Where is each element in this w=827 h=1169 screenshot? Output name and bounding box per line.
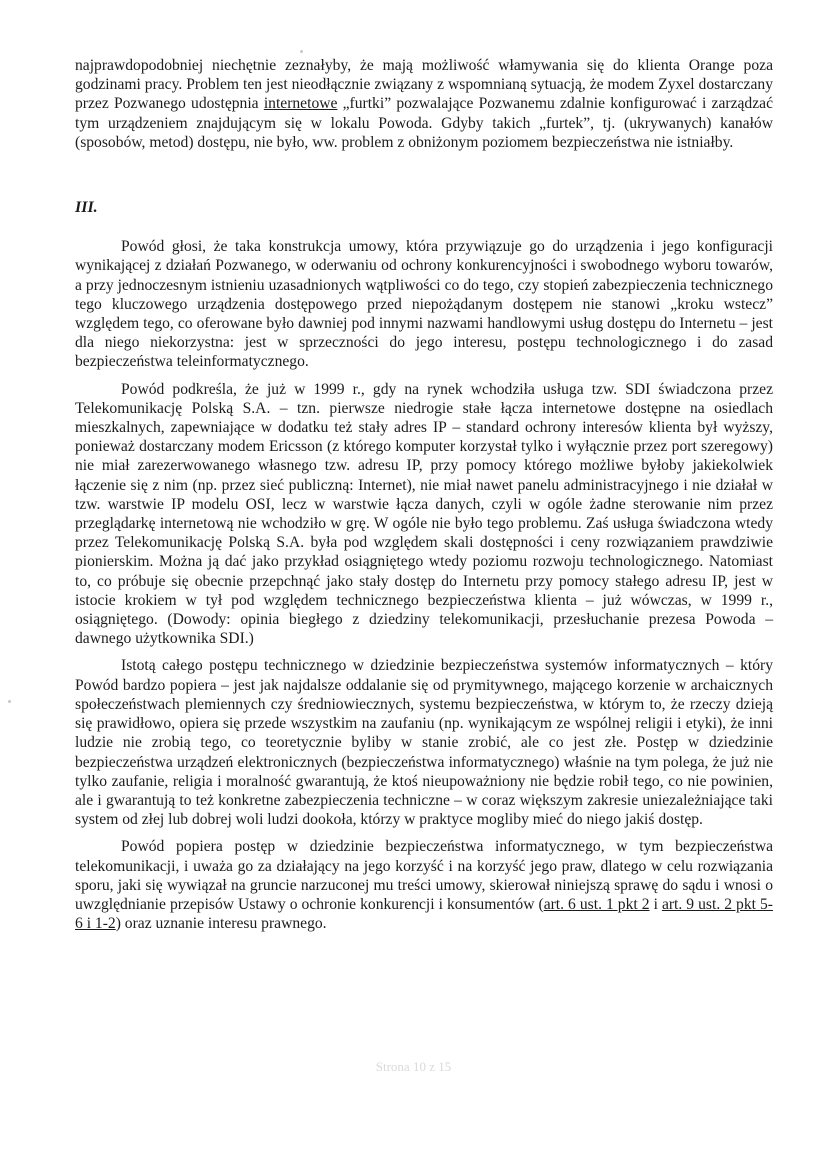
paragraph-sdi-1999: Powód podkreśla, że już w 1999 r., gdy na rynek wchodziła usługa tzw. SDI świadczona przez Telekomunikację Polską S.A. – tzn. pierwsze niedrogie stałe łącza internetowe dostępne na osiedlach mieszkalnych, zapewniające w dodatku też stały adres IP – standard ochrony interesów klienta był wyższy, ponieważ dostarczany modem Ericsson (z którego komputer korzystał tylko i wyłącznie przez port szeregowy) nie miał zarezerwowanego własnego tzw. adresu IP, przy pomocy którego możliwe byłoby jakiekolwiek łączenie się z nim (np. przez sieć publiczną: Internet), nie miał nawet panelu administracyjnego i nie działał w tzw. warstwie IP modelu OSI, lecz w warstwie łącza danych, czyli w ogóle żadne sterowanie nim przez przeglądarkę internetową nie wchodziło w grę. W ogóle nie było tego problemu. Zaś usługa świadczona wtedy przez Telekomunikację Polską S.A. była pod względem skali dostępności i ceny rozwiązaniem prawdziwie pionierskim. Można ją dać jako przykład osiągniętego wtedy poziomu rozwoju technologicznego. Natomiast to, co próbuje się obecnie przepchnąć jako stały dostęp do Internetu przy pomocy stałego adresu IP, jest w istocie krokiem w tył pod względem technicznego bezpieczeństwa klienta – już wówczas, w 1999 r., osiągniętego. (Dowody: opinia biegłego z dziedziny telekomunikacji, przesłuchanie prezesa Powoda – dawnego użytkownika SDI.) (75, 380, 773, 648)
paragraph-construction: Powód głosi, że taka konstrukcja umowy, która przywiązuje go do urządzenia i jego konfiguracji wynikającej z działań Pozwanego, w oderwaniu od ochrony konkurencyjności i swobodnego wyboru towarów, a przy jednoczesnym istnieniu uzasadnionych wątpliwości co do tego, czy stopień zabezpieczenia technicznego tego kluczowego urządzenia dostępowego przed niepożądanym dostępem nie stanowi „kroku wstecz” względem tego, co oferowane było dawniej pod innymi nazwami handlowymi usług dostępu do Internetu – jest dla niego niekorzystna: jest w sprzeczności do jego interesu, postępu technologicznego i do zasad bezpieczeństwa teleinformatycznego. (75, 238, 773, 371)
paragraph-request-conjunction: i (649, 895, 662, 913)
paragraph-intro-rest: „furtki” pozwalające Pozwanemu zdalnie konfigurować i zarządzać tym urządzeniem znajdującym się w lokalu Powoda. Gdyby takich „furtek”, tj. (ukrywanych) kanałów (sposobów, metod) dostępu, nie było, ww. problem z obniżonym poziomem bezpieczeństwa nie istniałby. (75, 95, 773, 151)
paragraph-request-text: Powód popiera postęp w dziedzinie bezpieczeństwa informatycznego, w tym bezpieczeństwa telekomunikacji, i uważa go za działający na jego korzyść i na korzyść jego praw, dlatego w celu rozwiązania sporu, jaki się wywiązał na gruncie narzuconej mu treści umowy, skierował niniejszą sprawę do sądu i wnosi o uwzględnianie przepisów Ustawy o ochronie konkurencji i konsumentów ( (75, 838, 773, 913)
link-internetowe[interactable]: internetowe (263, 95, 338, 113)
paragraph-request (75, 837, 773, 933)
link-art-9[interactable]: art. 9 ust. 2 pkt 5-6 i 1-2 (75, 895, 773, 933)
scan-speck (8, 700, 11, 703)
scan-speck (300, 50, 303, 53)
paragraph-request-end: ) oraz uznanie interesu prawnego. (115, 915, 327, 933)
document-page (75, 56, 773, 933)
paragraph-security-progress: Istotą całego postępu technicznego w dziedzinie bezpieczeństwa systemów informatycznych – który Powód bardzo popiera – jest jak najdalsze oddalanie się od prymitywnego, mającego korzenie w archaicznych społeczeństwach plemiennych czy średniowiecznych, systemu bezpieczeństwa, w którym to, że rzeczy dzieją się prawidłowo, opiera się przede wszystkim na zaufaniu (np. wynikającym ze wspólnej religii i etyki), że inni ludzie nie zrobią tego, co teoretycznie byliby w stanie zrobić, ale co jest złe. Postęp w dziedzinie bezpieczeństwa urządzeń elektronicznych (bezpieczeństwa informatycznego) właśnie na tym polega, że już nie tylko zaufanie, religia i moralność gwarantują, że ktoś nieupoważniony nie będzie robił tego, co nie powinien, ale i gwarantują to też konkretne zabezpieczenia techniczne – w coraz większym zakresie uniezależniające taki system od złej lub dobrej woli ludzi dookoła, którzy w praktyce mogliby mieć do niego jakiś dostęp. (75, 657, 773, 829)
paragraph-intro (75, 56, 773, 152)
section-heading: III. (75, 199, 98, 217)
page-number-footer: Strona 10 z 15 (375, 1059, 452, 1074)
link-art-6[interactable]: art. 6 ust. 1 pkt 2 (543, 895, 650, 913)
paragraph-intro-text: najprawdopodobniej niechętnie zeznałyby, że mają możliwość włamywania się do klienta Orange poza godzinami pracy. Problem ten jest nieodłącznie związany z wspomnianą sytuacją, że modem Zyxel dostarczany przez Pozwanego udostępnia (75, 57, 773, 113)
